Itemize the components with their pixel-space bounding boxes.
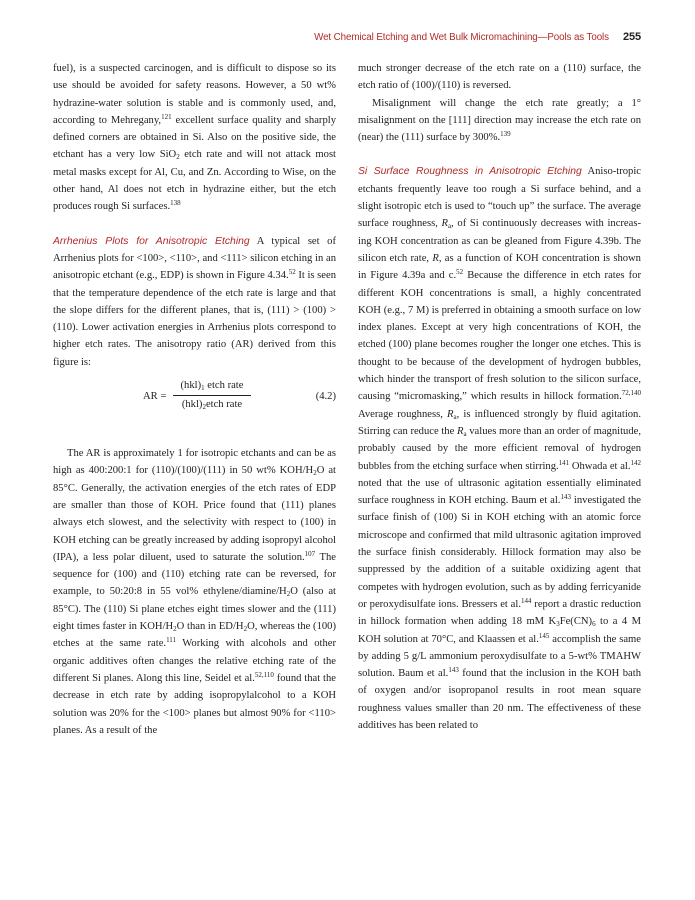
paragraph-surface-roughness: Si Surface Roughness in Anisotropic Etching Aniso-tropic etchants frequently leave too rough a Si surface behind, and a slight isotropic etch is used to “touch up” the surface. The average surface roughness, $R_a$, of Si continuously decreases with increasing KOH concentration as can be gleaned from Figure 4.39b. The silicon etch rate, R, as a function of KOH concentration is shown in Figure 4.39a and c.$^{52}$ Because the difference in etch rates for different KOH concentrations is small, a highly concentrated KOH (e.g., 7 M) is preferred in obtaining a smooth surface on low index planes. Except at very high concentrations of KOH, the etched (100) plane becomes rougher the longer one etches. This is thought to be because of the development of hydrogen bubbles, which hinder the transport of fresh solution to the silicon surface, causing “micromasking,” which results in hillock formation.$^{72,140}$ Average roughness, $R_a$, is influenced strongly by fluid agitation. Stirring can reduce the $R_a$ values more than an order of magnitude, probably caused by the more efficient removal of hydrogen bubbles from the etching surface when stirring.$^{141}$ Ohwada et al.$^{142}$ noted that the use of ultrasonic agitation essentially eliminated surface roughness in KOH etching. Baum et al.$^{143}$ investigated the surface finish of (100) Si in KOH etching with an atomic force microscope and confirmed that mild ultrasonic agitation improved the surface finish considerably. Hillock formation may also be suppressed by the addition of a suitable oxidizing agent that competes with hydrogen evolution, such as by adding ferricyanide or peroxydisulfate ions. Bressers et al.$^{144}$ report a drastic reduction in hillock formation when adding 18 mM $K_3Fe(CN)_6$ to a 4 M KOH solution at 70°C, and Klaassen et al.$^{145}$ accomplish the same by adding 5 g/L ammonium peroxydisulfate to a 5-wt% TMAHW solution. Baum et al.$^{143}$ found that the inclusion in the KOH bath of oxygen and/or isopropanol results in root mean square roughness values smaller than 20 nm. The effectiveness of these additives has been related to	[358, 166, 642, 731]
equation-number: (4.2)	[315, 391, 336, 403]
running-title: Wet Chemical Etching and Wet Bulk Micromachining—Pools as Tools	[314, 32, 609, 43]
paragraph-anisotropy-ratio: The AR is approximately 1 for isotropic etchants and can be as high as 400:200:1 for (110)/(100)/(111) in 50 wt% KOH/$H_2O$ at 85°C. Generally, the activation energies of the etch rates of EDP are smaller than those of KOH. Price found that (111) planes always etch slowest, and the selectivity with respect to (100) in KOH etching can be greatly increased by adding isopropyl alcohol (IPA), a less polar diluent, used to saturate the solution.$^{107}$ The sequence for (100) and (110) etching rate can be reversed, for example, to 50:20:8 in 55 vol% ethylene/$diamine/H_2O$ (also at 85°C). The (110) Si plane etches eight times slower and the (111) eight times faster in KOH/$H_2O$ than in $ED/H_2O$, whereas the (100) etches at the same rate.$^{111}$ Working with alcohols and other organic additives often changes the relative etching rate of the different Si planes. Along this line, Seidel et al.$^{52,110}$ found that the decrease in etch rate by adding isopropylalcohol to a KOH solution was 20% for the <100> planes but almost 90% for <110> planes. As a result of the	[53, 448, 337, 736]
paragraph-hydrazine: fuel), is a suspected carcinogen, and is difficult to dispose so its use should be avoided for safety reasons. However, a 50 wt% hydrazine-water solution is stable and is commonly used, and, according to Mehregany,$^{121}$ excellent surface quality and sharply defined corners are obtained in Si. Also on the positive side, the etchant has a very low SiO$_2$ etch rate and will not attack most metal masks except for Al, Cu, and Zn. According to Wise, on the other hand, Al does not etch in hydrazine either, but the etch produces rough Si surfaces.$^{138}$	[53, 63, 337, 213]
page-number: 255	[622, 31, 641, 43]
equation-4-2: AR = $(hkl)_1$ etch rate $(hkl)_2etch$ rate (4.2)	[143, 380, 336, 412]
section-heading-roughness: Si Surface Roughness in Anisotropic Etching	[358, 166, 582, 178]
section-heading-arrhenius: Arrhenius Plots for Anisotropic Etching	[53, 235, 250, 247]
paragraph-arrhenius: Arrhenius Plots for Anisotropic Etching A typical set of Arrhenius plots for <100>, <110>, and <111> silicon etching in an anisotropic etchant (e.g., EDP) is shown in Figure 4.34.52 It is seen that the temperature dependence of the etch rate is large and that the slope differs for the different planes, that is, (111) > (100) > (110). Lower activation energies in Arrhenius plots correspond to higher etch rates. The anisotropy ratio (AR) derived from this figure is:	[53, 235, 337, 368]
paragraph-etch-ratio: much stronger decrease of the etch rate on a (110) surface, the etch ratio of (100)/(110) is reversed.	[358, 63, 641, 92]
right-column	[358, 60, 641, 734]
left-column	[53, 60, 336, 739]
paragraph-misalignment: Misalignment will change the etch rate greatly; a 1° misalignment on the [111] direction may increase the etch rate on (near) the (111) surface by 300%.$^{139}$	[358, 97, 641, 144]
running-header	[314, 31, 641, 43]
